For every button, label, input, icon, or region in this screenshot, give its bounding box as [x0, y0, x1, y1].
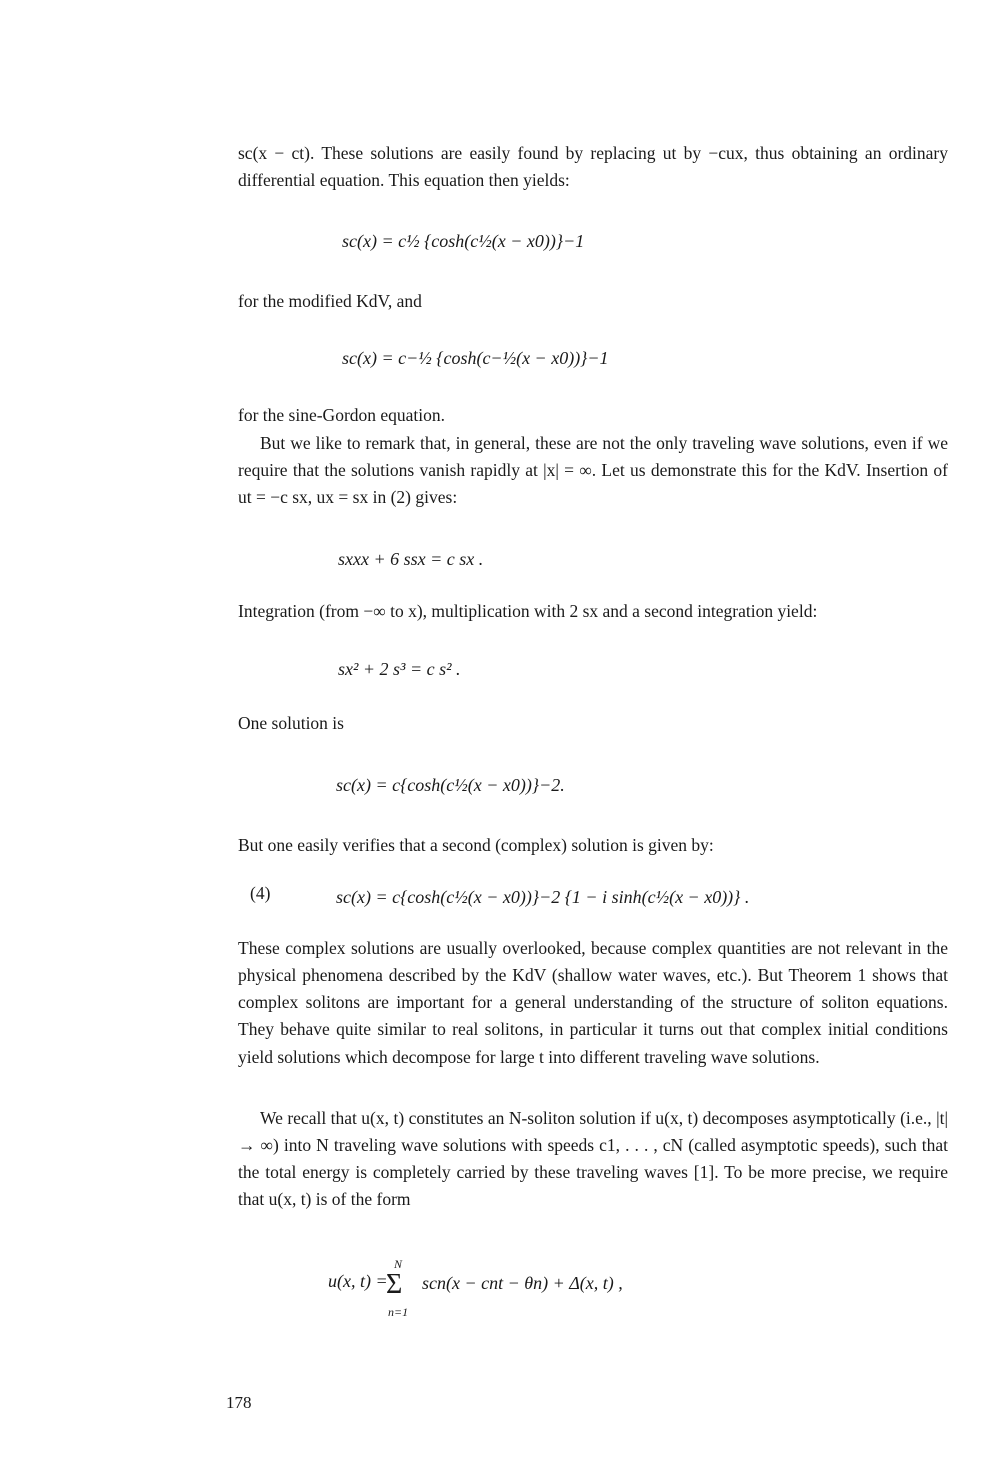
summation-lower-limit: n=1 — [388, 1305, 409, 1319]
equation-real-soliton: sc(x) = c{cosh(c½(x − x0))}−2. — [336, 775, 565, 795]
equation-number-4: (4) — [250, 883, 271, 903]
paragraph-2: for the modified KdV, and — [238, 291, 422, 311]
equation-n-soliton-lhs: u(x, t) = — [328, 1271, 388, 1291]
paragraph-1: sc(x − ct). These solutions are easily found by replacing ut by −cux, thus obtaining an ordinary differential equation. This equation then yields: — [238, 143, 948, 191]
equation-sine-gordon: sc(x) = c−½ {cosh(c−½(x − x0))}−1 — [342, 348, 609, 368]
paragraph-3: for the sine-Gordon equation. — [238, 405, 446, 425]
equation-kdv-traveling: sxxx + 6 ssx = c sx . — [338, 549, 484, 569]
equation-n-soliton — [328, 1255, 728, 1325]
equation-integrated: sx² + 2 s³ = c s² . — [338, 659, 461, 679]
paragraph-5: Integration (from −∞ to x), multiplication with 2 sx and a second integration yield: — [238, 601, 818, 621]
summation-upper-limit: N — [394, 1257, 403, 1271]
paragraph-7: But one easily verifies that a second (complex) solution is given by: — [238, 835, 714, 855]
paragraph-6: One solution is — [238, 713, 344, 733]
equation-n-soliton-rhs: scn(x − cnt − θn) + Δ(x, t) , — [422, 1273, 623, 1293]
paragraph-4: But we like to remark that, in general, these are not the only traveling wave solutions, even if we require that the solutions vanish rapidly at |x| = ∞. Let us demonstrate this for the KdV. Insertion of ut = −c sx, ux = sx in (2) gives: — [238, 433, 948, 508]
page-number: 178 — [226, 1393, 252, 1412]
paragraph-8: These complex solutions are usually overlooked, because complex quantities are not relevant in the physical phenomena described by the KdV (shallow water waves, etc.). But Theorem 1 shows that complex solitons are important for a general understanding of the structure of soliton equations. They behave quite similar to real solitons, in particular it turns out that complex initial conditions yield solutions which decompose for large t into different traveling wave solutions. — [238, 938, 948, 1067]
equation-complex-soliton: sc(x) = c{cosh(c½(x − x0))}−2 {1 − i sinh(c½(x − x0))} . — [336, 887, 750, 907]
summation-symbol: Σ — [386, 1269, 403, 1300]
equation-modified-kdv: sc(x) = c½ {cosh(c½(x − x0))}−1 — [342, 231, 585, 251]
paragraph-9: We recall that u(x, t) constitutes an N-soliton solution if u(x, t) decomposes asymptotically (i.e., |t| → ∞) into N traveling wave solutions with speeds c1, . . . , cN (called asymptotic speeds), such that the total energy is completely carried by these traveling waves [1]. To be more precise, we require that u(x, t) is of the form — [238, 1108, 948, 1210]
